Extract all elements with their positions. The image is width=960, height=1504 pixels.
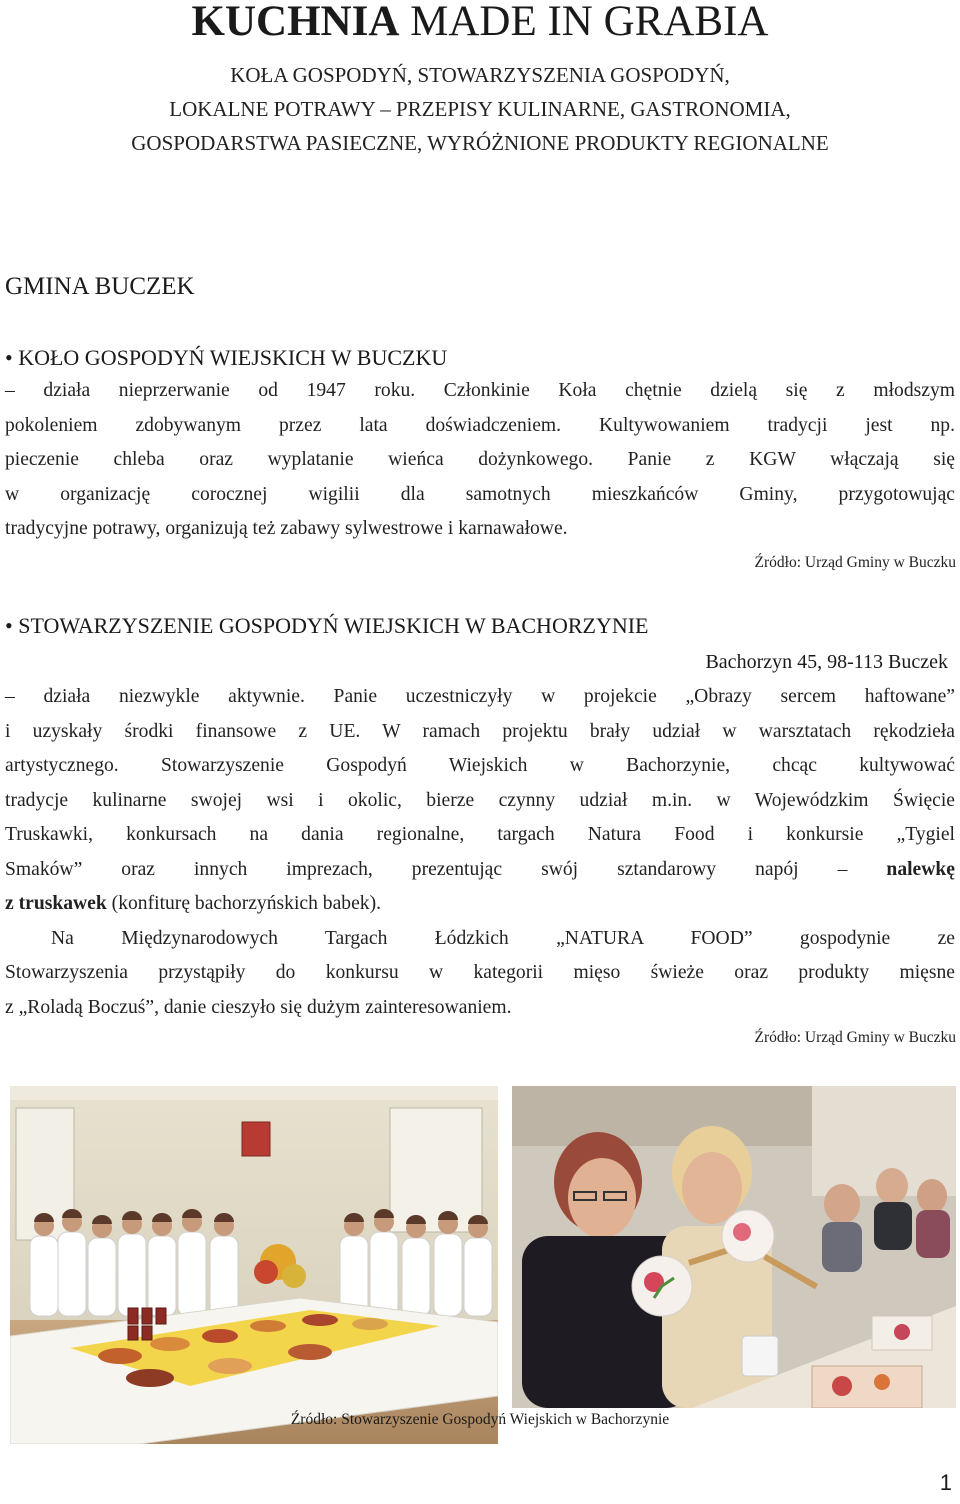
- entry1-source: Źródło: Urząd Gminy w Buczku: [754, 554, 956, 571]
- entry1-line-4: w organizację corocznej wigilii dla samotnych mieszkańców Gminy, przygotowując: [5, 483, 955, 505]
- entry1-line-3: pieczenie chleba oraz wyplatanie wieńca dożynkowego. Panie z KGW włączają się: [5, 449, 955, 470]
- entry2-paragraph: [5, 680, 955, 1025]
- entry2-para2-line-1: Na Międzynarodowych Targach Łódzkich „NATURA FOOD” gospodynie ze: [51, 927, 955, 949]
- entry2-para2-line-2: Stowarzyszenia przystąpiły do konkursu w kategorii mięso świeże oraz produkty mięsne: [5, 962, 955, 983]
- entry2-line-4: tradycje kulinarne swojej wsi i okolic, bierze czynny udział m.in. w Wojewódzkim Święcie: [5, 789, 955, 811]
- entry2-line-6: [5, 853, 955, 888]
- photo-workshop: [512, 1086, 956, 1408]
- entry2-line-1: – działa niezwykle aktywnie. Panie uczestniczyły w projekcie „Obrazy sercem haftowane”: [5, 686, 955, 707]
- entry2-line-7-bold: z truskawek: [5, 893, 107, 914]
- entry1-line-5: tradycyjne potrawy, organizują też zabawy sylwestrowe i karnawałowe.: [5, 518, 568, 539]
- entry2-line-5: Truskawki, konkursach na dania regionalne, targach Natura Food i konkursie „Tygiel: [5, 824, 955, 845]
- photo-group-buffet: [10, 1086, 498, 1444]
- entry1-paragraph: [5, 374, 955, 547]
- title-rest: MADE IN GRABIA: [399, 0, 769, 45]
- subtitle-line-1: KOŁA GOSPODYŃ, STOWARZYSZENIA GOSPODYŃ,: [230, 63, 730, 87]
- entry2-line-6-text: Smaków” oraz innych imprezach, prezentując swój sztandarowy napój –: [5, 858, 887, 880]
- page-title: [0, 0, 960, 44]
- entry2-line-2: i uzyskały środki finansowe z UE. W ramach projektu brały udział w warsztatach rękodzieła: [5, 720, 955, 742]
- subtitle-line-2: LOKALNE POTRAWY – PRZEPISY KULINARNE, GASTRONOMIA,: [169, 97, 791, 121]
- entry2-line-7-text: (konfiturę bachorzyńskich babek).: [106, 893, 381, 914]
- entry1-line-1: – działa nieprzerwanie od 1947 roku. Członkinie Koła chętnie dzielą się z młodszym: [5, 380, 955, 401]
- entry2-para2-line-3: z „Roladą Boczuś”, danie cieszyło się dużym zainteresowaniem.: [5, 996, 512, 1018]
- entry1-heading: • KOŁO GOSPODYŃ WIEJSKICH W BUCZKU: [5, 345, 448, 370]
- entry1-line-2: pokoleniem zdobywanym przez lata doświadczeniem. Kultywowaniem tradycji jest np.: [5, 414, 955, 436]
- entry2-heading: • STOWARZYSZENIE GOSPODYŃ WIEJSKICH W BACHORZYNIE: [5, 613, 649, 638]
- page-number: 1: [939, 1470, 952, 1495]
- entry2-line-7: [5, 887, 955, 922]
- subtitle-line-3: GOSPODARSTWA PASIECZNE, WYRÓŻNIONE PRODUKTY REGIONALNE: [131, 131, 829, 155]
- title-bold: KUCHNIA: [191, 0, 400, 45]
- section-heading: GMINA BUCZEK: [5, 273, 195, 300]
- entry2-address: Bachorzyn 45, 98-113 Buczek: [705, 651, 948, 673]
- photo-caption: Źródło: Stowarzyszenie Gospodyń Wiejskich w Bachorzynie: [290, 1411, 670, 1428]
- entry2-source: Źródło: Urząd Gminy w Buczku: [754, 1029, 956, 1046]
- entry2-line-6-bold: nalewkę: [886, 858, 955, 880]
- entry2-line-3: artystycznego. Stowarzyszenie Gospodyń Wiejskich w Bachorzynie, chcąc kultywować: [5, 755, 955, 776]
